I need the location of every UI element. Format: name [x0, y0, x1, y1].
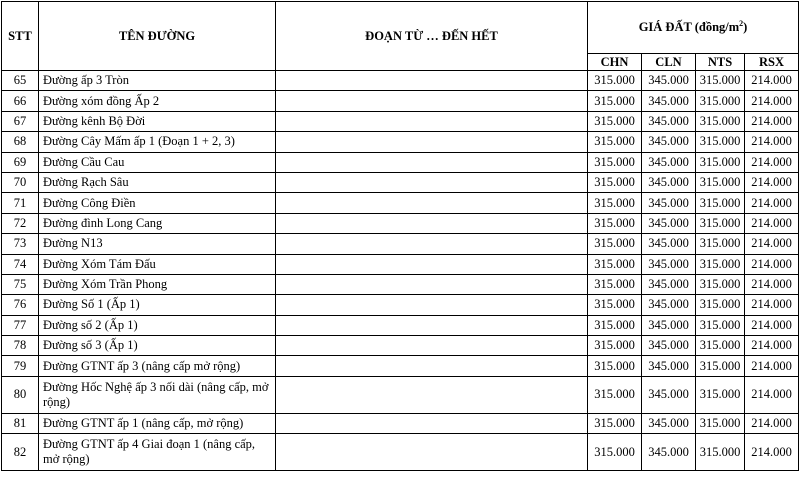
row-price-rsx: 214.000 [745, 295, 799, 315]
row-price-cln: 345.000 [642, 71, 696, 91]
row-price-rsx: 214.000 [745, 413, 799, 433]
row-price-cln: 345.000 [642, 376, 696, 413]
row-price-cln: 345.000 [642, 91, 696, 111]
row-stt: 65 [2, 71, 39, 91]
row-price-rsx: 214.000 [745, 434, 799, 471]
row-road-name: Đường Xóm Trần Phong [39, 274, 276, 294]
table-row [2, 213, 799, 233]
row-road-name: Đường Hốc Nghệ ấp 3 nối dài (nâng cấp, mở rộng) [39, 376, 276, 413]
table-row [2, 234, 799, 254]
row-segment [276, 274, 588, 294]
row-price-rsx: 214.000 [745, 132, 799, 152]
row-stt: 80 [2, 376, 39, 413]
row-price-chn: 315.000 [588, 172, 642, 192]
row-road-name: Đường Xóm Tám Đấu [39, 254, 276, 274]
row-segment [276, 434, 588, 471]
row-price-chn: 315.000 [588, 274, 642, 294]
row-price-chn: 315.000 [588, 193, 642, 213]
row-price-chn: 315.000 [588, 295, 642, 315]
row-price-cln: 345.000 [642, 213, 696, 233]
row-road-name: Đường Công Điền [39, 193, 276, 213]
table-row [2, 315, 799, 335]
row-segment [276, 356, 588, 376]
row-stt: 81 [2, 413, 39, 433]
row-segment [276, 213, 588, 233]
row-price-rsx: 214.000 [745, 356, 799, 376]
row-segment [276, 111, 588, 131]
header-land-price-sup: 2 [739, 18, 744, 28]
row-segment [276, 193, 588, 213]
row-stt: 73 [2, 234, 39, 254]
row-stt: 66 [2, 91, 39, 111]
header-segment: ĐOẠN TỪ … ĐẾN HẾT [276, 2, 588, 71]
row-price-cln: 345.000 [642, 234, 696, 254]
row-price-rsx: 214.000 [745, 274, 799, 294]
table-row [2, 71, 799, 91]
table-row [2, 132, 799, 152]
row-stt: 78 [2, 336, 39, 356]
row-price-nts: 315.000 [696, 376, 745, 413]
row-stt: 68 [2, 132, 39, 152]
header-nts: NTS [696, 54, 745, 71]
row-price-chn: 315.000 [588, 132, 642, 152]
row-price-rsx: 214.000 [745, 254, 799, 274]
row-road-name: Đường Số 1 (Ấp 1) [39, 295, 276, 315]
row-price-nts: 315.000 [696, 172, 745, 192]
row-road-name: Đường GTNT ấp 3 (nâng cấp mở rộng) [39, 356, 276, 376]
row-price-nts: 315.000 [696, 111, 745, 131]
row-stt: 74 [2, 254, 39, 274]
row-price-cln: 345.000 [642, 315, 696, 335]
row-road-name: Đường ấp 3 Tròn [39, 71, 276, 91]
row-price-nts: 315.000 [696, 356, 745, 376]
row-price-chn: 315.000 [588, 356, 642, 376]
row-price-cln: 345.000 [642, 193, 696, 213]
row-price-chn: 315.000 [588, 71, 642, 91]
row-price-cln: 345.000 [642, 356, 696, 376]
row-price-cln: 345.000 [642, 434, 696, 471]
header-chn: CHN [588, 54, 642, 71]
row-price-rsx: 214.000 [745, 213, 799, 233]
header-stt: STT [2, 2, 39, 71]
row-price-cln: 345.000 [642, 132, 696, 152]
row-price-nts: 315.000 [696, 71, 745, 91]
row-segment [276, 376, 588, 413]
land-price-table [1, 1, 799, 471]
row-road-name: Đường Rạch Sâu [39, 172, 276, 192]
table-row [2, 336, 799, 356]
row-stt: 79 [2, 356, 39, 376]
row-segment [276, 295, 588, 315]
row-price-nts: 315.000 [696, 315, 745, 335]
table-row [2, 274, 799, 294]
row-price-rsx: 214.000 [745, 193, 799, 213]
row-price-cln: 345.000 [642, 172, 696, 192]
row-segment [276, 254, 588, 274]
header-road-name: TÊN ĐƯỜNG [39, 2, 276, 71]
row-stt: 76 [2, 295, 39, 315]
row-price-cln: 345.000 [642, 152, 696, 172]
row-road-name: Đường kênh Bộ Đời [39, 111, 276, 131]
table-row [2, 356, 799, 376]
row-segment [276, 91, 588, 111]
row-price-nts: 315.000 [696, 274, 745, 294]
row-price-cln: 345.000 [642, 111, 696, 131]
row-segment [276, 132, 588, 152]
row-road-name: Đường xóm đồng Ấp 2 [39, 91, 276, 111]
header-land-price [588, 2, 799, 54]
row-road-name: Đường GTNT ấp 4 Giai đoạn 1 (nâng cấp, mở rộng) [39, 434, 276, 471]
row-road-name: Đường GTNT ấp 1 (nâng cấp, mở rộng) [39, 413, 276, 433]
row-price-chn: 315.000 [588, 254, 642, 274]
row-stt: 82 [2, 434, 39, 471]
table-row [2, 376, 799, 413]
row-stt: 77 [2, 315, 39, 335]
row-price-chn: 315.000 [588, 111, 642, 131]
row-road-name: Đường số 2 (Ấp 1) [39, 315, 276, 335]
row-road-name: Đường Cây Mấm ấp 1 (Đoạn 1 + 2, 3) [39, 132, 276, 152]
row-price-nts: 315.000 [696, 254, 745, 274]
row-price-rsx: 214.000 [745, 315, 799, 335]
row-price-nts: 315.000 [696, 91, 745, 111]
row-price-chn: 315.000 [588, 234, 642, 254]
table-row [2, 254, 799, 274]
table-row [2, 295, 799, 315]
row-price-rsx: 214.000 [745, 71, 799, 91]
row-price-chn: 315.000 [588, 434, 642, 471]
row-price-nts: 315.000 [696, 193, 745, 213]
row-stt: 71 [2, 193, 39, 213]
row-price-nts: 315.000 [696, 234, 745, 254]
header-land-price-label: GIÁ ĐẤT (đồng/m [638, 20, 740, 34]
row-road-name: Đường N13 [39, 234, 276, 254]
row-segment [276, 315, 588, 335]
row-price-cln: 345.000 [642, 274, 696, 294]
row-price-rsx: 214.000 [745, 336, 799, 356]
table-row [2, 172, 799, 192]
table-row [2, 111, 799, 131]
row-price-rsx: 214.000 [745, 376, 799, 413]
header-land-price-close: ) [743, 20, 748, 34]
row-road-name: Đường Cầu Cau [39, 152, 276, 172]
table-row [2, 193, 799, 213]
table-header [2, 2, 799, 71]
row-price-chn: 315.000 [588, 336, 642, 356]
row-price-nts: 315.000 [696, 336, 745, 356]
table-row [2, 91, 799, 111]
row-segment [276, 152, 588, 172]
row-segment [276, 413, 588, 433]
row-price-chn: 315.000 [588, 152, 642, 172]
table-row [2, 413, 799, 433]
row-price-rsx: 214.000 [745, 234, 799, 254]
header-rsx: RSX [745, 54, 799, 71]
table-row [2, 152, 799, 172]
row-segment [276, 71, 588, 91]
row-road-name: Đường số 3 (Ấp 1) [39, 336, 276, 356]
row-stt: 72 [2, 213, 39, 233]
header-cln: CLN [642, 54, 696, 71]
row-price-nts: 315.000 [696, 295, 745, 315]
row-stt: 70 [2, 172, 39, 192]
row-segment [276, 172, 588, 192]
row-price-chn: 315.000 [588, 213, 642, 233]
row-segment [276, 234, 588, 254]
table-row [2, 434, 799, 471]
row-price-nts: 315.000 [696, 132, 745, 152]
row-price-cln: 345.000 [642, 295, 696, 315]
row-price-nts: 315.000 [696, 213, 745, 233]
row-price-chn: 315.000 [588, 91, 642, 111]
row-stt: 67 [2, 111, 39, 131]
row-price-cln: 345.000 [642, 336, 696, 356]
row-price-chn: 315.000 [588, 315, 642, 335]
row-price-rsx: 214.000 [745, 91, 799, 111]
row-price-nts: 315.000 [696, 434, 745, 471]
row-road-name: Đường đình Long Cang [39, 213, 276, 233]
row-price-chn: 315.000 [588, 413, 642, 433]
row-price-nts: 315.000 [696, 413, 745, 433]
row-price-rsx: 214.000 [745, 152, 799, 172]
row-segment [276, 336, 588, 356]
row-price-rsx: 214.000 [745, 172, 799, 192]
row-price-cln: 345.000 [642, 413, 696, 433]
row-price-chn: 315.000 [588, 376, 642, 413]
row-stt: 75 [2, 274, 39, 294]
row-price-nts: 315.000 [696, 152, 745, 172]
table-body [2, 71, 799, 471]
row-stt: 69 [2, 152, 39, 172]
row-price-cln: 345.000 [642, 254, 696, 274]
row-price-rsx: 214.000 [745, 111, 799, 131]
